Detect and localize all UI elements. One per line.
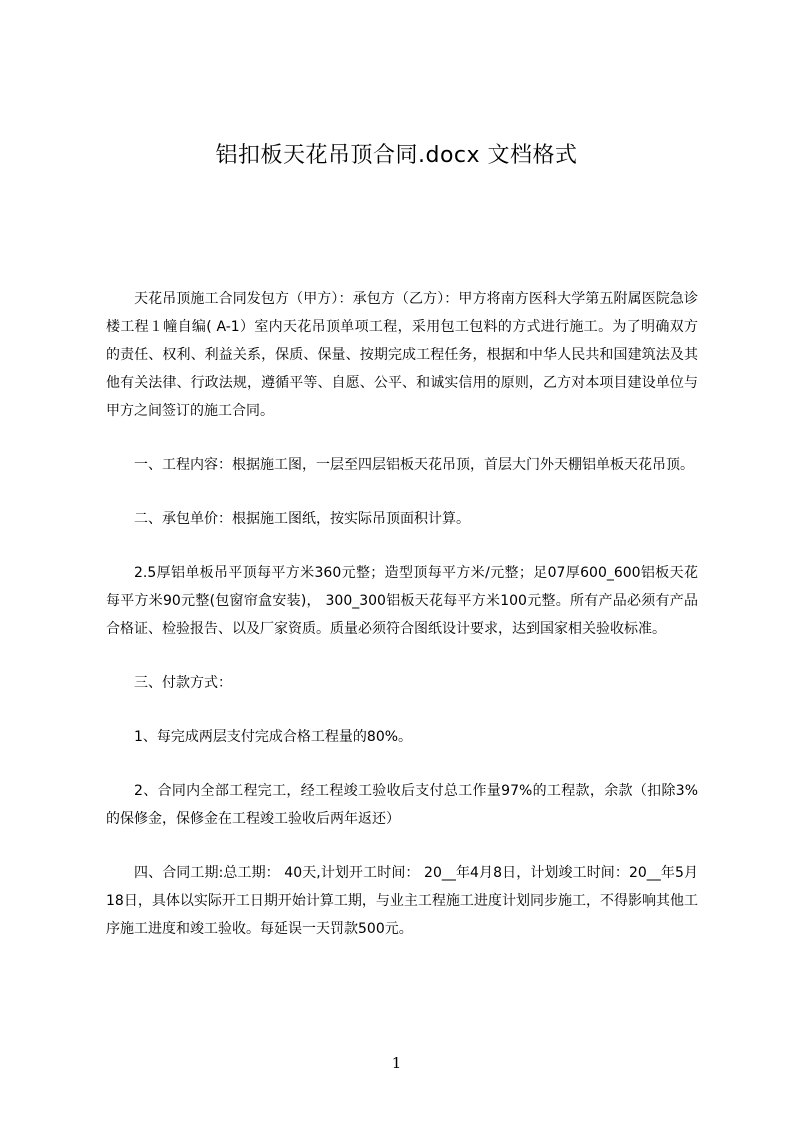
page-number: 1 xyxy=(391,1054,402,1072)
paragraph-price-details: 2.5厚铝单板吊平顶每平方米360元整；造型顶每平方米/元整；足07厚600_600铝板天花每平方米90元整(包窗帘盒安装)， 300_300铝板天花每平方米100元整。所有产品必须有产品合格证、检验报告、以及厂家资质。质量必须符合图纸设计要求，达到国家相关验收标准。 xyxy=(106,565,698,637)
paragraph-schedule: 四、合同工期:总工期： 40天,计划开工时间： 20__年4月8日，计划竣工时间：20__年5月18日，具体以实际开工日期开始计算工期，与业主工程施工进度计划同步施工，不得影响其他工序施工进度和竣工验收。每延误一天罚款500元。 xyxy=(106,865,698,937)
paragraph-payment-heading: 三、付款方式： xyxy=(134,675,232,691)
paragraph-intro: 天花吊顶施工合同发包方（甲方）：承包方（乙方）：甲方将南方医科大学第五附属医院急诊楼工程１幢自编( A-1）室内天花吊顶单项工程，采用包工包料的方式进行施工。为了明确双方的责任、权利、利益关系，保质、保量、按期完成工程任务，根据和中华人民共和国建筑法及其他有关法律、行政法规，遵循平等、自愿、公平、和诚实信用的原则，乙方对本项目建设单位与甲方之间签订的施工合同。 xyxy=(106,291,698,419)
paragraph-unit-price: 二、承包单价：根据施工图纸，按实际吊顶面积计算。 xyxy=(134,511,470,527)
paragraph-project-content: 一、工程内容：根据施工图，一层至四层铝板天花吊顶，首层大门外天棚铝单板天花吊顶。 xyxy=(134,457,694,473)
paragraph-payment-1: 1、每完成两层支付完成合格工程量的80%。 xyxy=(134,729,413,745)
document-title: 铝扣板天花吊顶合同.docx 文档格式 xyxy=(215,143,578,168)
document-body xyxy=(106,285,698,943)
paragraph-payment-2: 2、合同内全部工程完工，经工程竣工验收后支付总工作量97%的工程款，余款（扣除3%的保修金，保修金在工程竣工验收后两年返还） xyxy=(106,783,698,827)
